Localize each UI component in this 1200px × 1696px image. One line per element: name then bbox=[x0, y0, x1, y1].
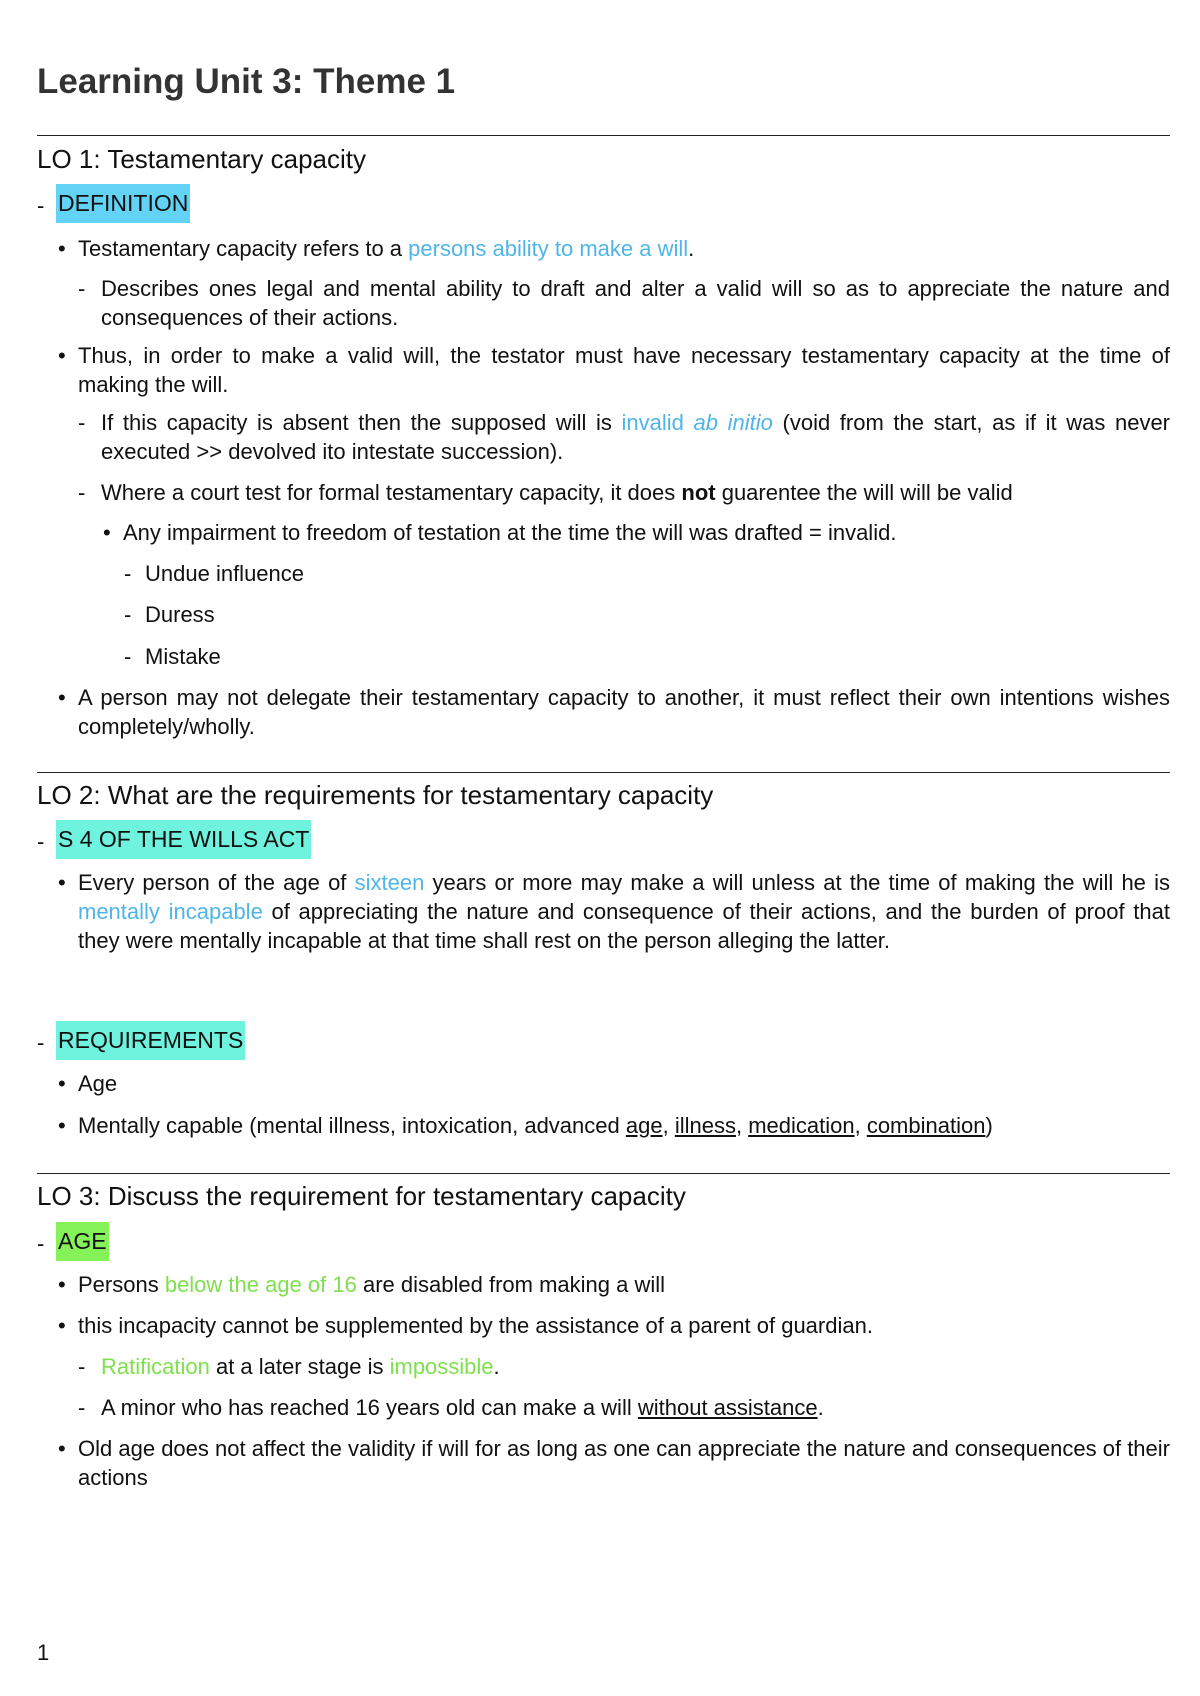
dash-marker: - bbox=[78, 410, 86, 435]
bullet-marker: • bbox=[58, 1272, 66, 1297]
bullet-marker: • bbox=[58, 1113, 66, 1138]
requirements-tag: REQUIREMENTS bbox=[56, 1021, 245, 1060]
bullet-marker: • bbox=[58, 236, 66, 261]
lo1-dash-describes: Describes ones legal and mental ability to draft and alter a valid will so as to appreciate the nature and consequences of their actions. bbox=[101, 276, 1170, 330]
lo2-heading: LO 2: What are the requirements for testamentary capacity bbox=[37, 780, 714, 810]
age-tag: AGE bbox=[56, 1222, 109, 1261]
dash-marker: - bbox=[37, 1231, 45, 1256]
dash-marker: - bbox=[37, 829, 45, 854]
section-divider bbox=[37, 135, 1170, 136]
sub-item-duress: Duress bbox=[145, 602, 215, 627]
lo3-dash-minor: A minor who has reached 16 years old can make a will without assistance. bbox=[101, 1395, 824, 1420]
dash-marker: - bbox=[124, 561, 132, 586]
definition-tag: DEFINITION bbox=[56, 184, 190, 223]
sub-item-mistake: Mistake bbox=[145, 644, 221, 669]
requirement-age: Age bbox=[78, 1071, 118, 1096]
section-divider bbox=[37, 772, 1170, 773]
dash-marker: - bbox=[124, 644, 132, 669]
lo1-dash-court-test: Where a court test for formal testamentary capacity, it does not guarentee the will will be valid bbox=[101, 480, 1013, 505]
lo1-bullet-thus: Thus, in order to make a valid will, the testator must have necessary testamentary capacity at the time of making the will. bbox=[78, 343, 1170, 397]
sub-item-undue-influence: Undue influence bbox=[145, 561, 305, 586]
bullet-marker: • bbox=[58, 1071, 66, 1096]
page-number: 1 bbox=[37, 1640, 50, 1665]
dash-marker: - bbox=[124, 602, 132, 627]
lo1-bullet-impairment: Any impairment to freedom of testation at the time the will was drafted = invalid. bbox=[123, 520, 897, 545]
lo1-heading: LO 1: Testamentary capacity bbox=[37, 144, 367, 174]
section-divider bbox=[37, 1173, 1170, 1174]
dash-marker: - bbox=[37, 193, 45, 218]
bullet-marker: • bbox=[58, 1436, 66, 1461]
wills-act-tag: S 4 OF THE WILLS ACT bbox=[56, 820, 311, 859]
dash-marker: - bbox=[78, 480, 86, 505]
dash-marker: - bbox=[78, 1354, 86, 1379]
lo3-heading: LO 3: Discuss the requirement for testamentary capacity bbox=[37, 1181, 686, 1211]
dash-marker: - bbox=[37, 1030, 45, 1055]
lo3-bullet-below-16: Persons below the age of 16 are disabled from making a will bbox=[78, 1272, 666, 1297]
lo2-bullet-section4: Every person of the age of sixteen years or more may make a will unless at the time of making the will he is mentally incapable of appreciating the nature and consequence of their actions, and the burden of proof that they were mentally incapable at that time shall rest on the person alleging the latter. bbox=[78, 870, 1170, 953]
bullet-marker: • bbox=[103, 520, 111, 545]
lo3-bullet-incapacity: this incapacity cannot be supplemented by the assistance of a parent of guardian. bbox=[78, 1313, 873, 1338]
bullet-marker: • bbox=[58, 685, 66, 710]
lo1-dash-absent: If this capacity is absent then the supposed will is invalid ab initio (void from the start, as if it was never executed >> devolved ito intestate succession). bbox=[101, 410, 1171, 464]
lo3-dash-ratification: Ratification at a later stage is impossible. bbox=[101, 1354, 500, 1379]
lo1-bullet-definition: Testamentary capacity refers to a persons ability to make a will. bbox=[78, 236, 695, 261]
bullet-marker: • bbox=[58, 343, 66, 368]
bullet-marker: • bbox=[58, 870, 66, 895]
bullet-marker: • bbox=[58, 1313, 66, 1338]
requirement-mentally-capable: Mentally capable (mental illness, intoxication, advanced age, illness, medication, combination) bbox=[78, 1113, 993, 1138]
lo3-bullet-old-age: Old age does not affect the validity if will for as long as one can appreciate the nature and consequences of their actions bbox=[78, 1436, 1170, 1490]
page-title: Learning Unit 3: Theme 1 bbox=[37, 62, 456, 101]
dash-marker: - bbox=[78, 1395, 86, 1420]
lo1-bullet-delegate: A person may not delegate their testamentary capacity to another, it must reflect their own intentions wishes completely/wholly. bbox=[78, 685, 1170, 739]
dash-marker: - bbox=[78, 276, 86, 301]
